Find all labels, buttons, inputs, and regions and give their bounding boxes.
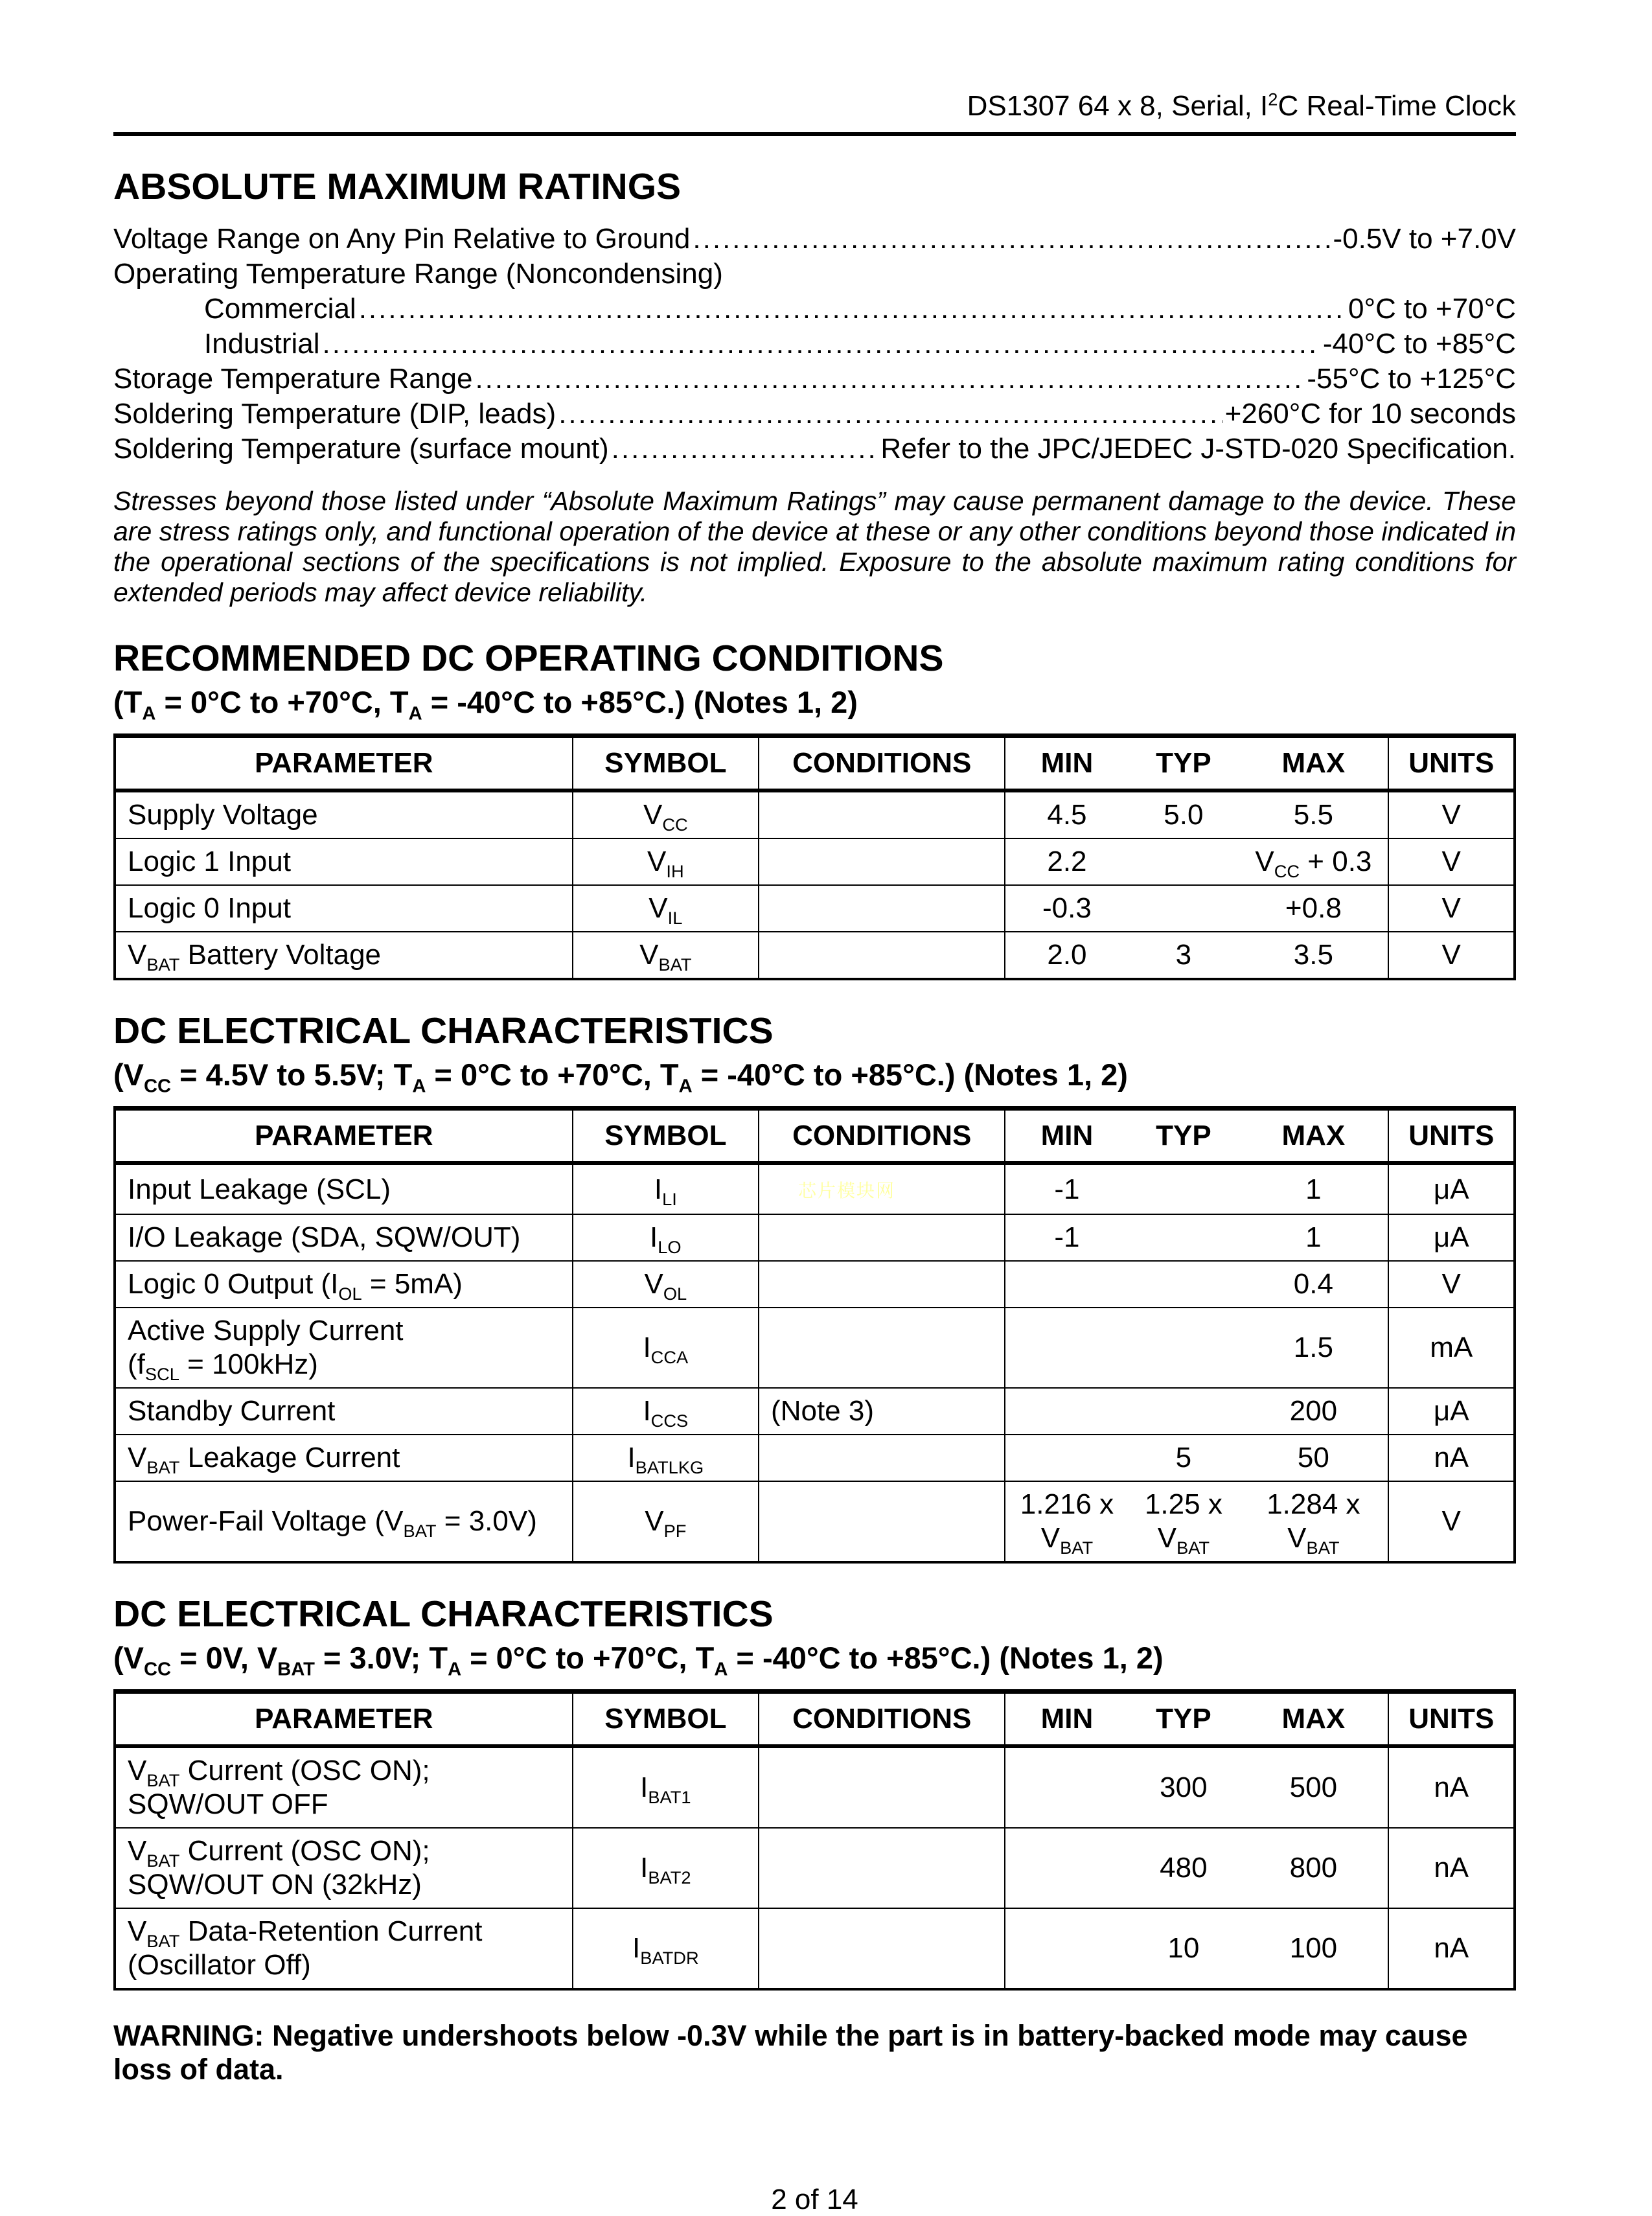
cell-cond xyxy=(759,1163,1005,1214)
cell-symbol: $I_{BATLKG}$ xyxy=(573,1435,759,1481)
spec-label: Soldering Temperature (DIP, leads) xyxy=(113,398,556,430)
cell-units: V xyxy=(1388,791,1515,838)
cell-cond xyxy=(759,1261,1005,1308)
cell-min xyxy=(1005,1746,1128,1828)
col-header-units: UNITS xyxy=(1388,736,1515,791)
spec-label: Voltage Range on Any Pin Relative to Ground xyxy=(113,223,691,255)
dc-electrical-characteristics-2-title: DC ELECTRICAL CHARACTERISTICS xyxy=(113,1593,774,1635)
cell-param: $V_{BAT}$ Battery Voltage xyxy=(115,932,573,979)
cell-typ xyxy=(1129,1388,1239,1435)
doc-header-title: DS1307 64 x 8, Serial, $I^2C$ Real-Time Clock xyxy=(967,89,1516,122)
table-row xyxy=(115,1828,1515,1908)
cell-min xyxy=(1005,1261,1128,1308)
recommended-dc-operating-conditions-title: RECOMMENDED DC OPERATING CONDITIONS xyxy=(113,638,944,679)
header-rule xyxy=(113,132,1516,136)
recommended-dc-operating-conditions-table xyxy=(113,733,1516,980)
cell-cond xyxy=(759,885,1005,932)
cell-param: Input Leakage (SCL) xyxy=(115,1163,573,1214)
table-row xyxy=(115,885,1515,932)
table-row xyxy=(115,932,1515,979)
cell-min: -0.3 xyxy=(1005,885,1128,932)
col-header-typ: TYP xyxy=(1129,1109,1239,1164)
cell-units: nA xyxy=(1388,1746,1515,1828)
cell-max: 3.5 xyxy=(1239,932,1388,979)
cell-symbol: $V_{BAT}$ xyxy=(573,932,759,979)
cell-units: V xyxy=(1388,1481,1515,1562)
recommended-dc-operating-conditions-subtitle: ($T_A = 0^\circ C$ to +70°C, $T_A = -40^\circ C$ to +85°C.) (Notes 1, 2) xyxy=(113,685,858,724)
dot-leader xyxy=(323,327,1320,362)
cell-typ: 5 xyxy=(1129,1435,1239,1481)
cell-min: 2.0 xyxy=(1005,932,1128,979)
cell-typ xyxy=(1129,1163,1239,1214)
table-row xyxy=(115,1388,1515,1435)
cell-cond xyxy=(759,1481,1005,1562)
cell-param: Supply Voltage xyxy=(115,791,573,838)
cell-symbol: $I_{BAT2}$ xyxy=(573,1828,759,1908)
dc-electrical-characteristics-table-2 xyxy=(113,1689,1516,1991)
cell-typ: 1.25 x $V_{BAT}$ xyxy=(1129,1481,1239,1562)
col-header-conditions: CONDITIONS xyxy=(759,1109,1005,1164)
absolute-maximum-ratings-list xyxy=(113,222,1516,467)
cell-units: V xyxy=(1388,1261,1515,1308)
col-header-conditions: CONDITIONS xyxy=(759,1692,1005,1747)
spec-line xyxy=(113,327,1516,362)
cell-cond xyxy=(759,1214,1005,1261)
cell-min: 2.2 xyxy=(1005,838,1128,885)
table-row xyxy=(115,1163,1515,1214)
spec-line xyxy=(113,397,1516,432)
cell-symbol: $I_{CCS}$ xyxy=(573,1388,759,1435)
cell-cond xyxy=(759,1828,1005,1908)
cell-symbol: $I_{LO}$ xyxy=(573,1214,759,1261)
col-header-max: MAX xyxy=(1239,736,1388,791)
table-row xyxy=(115,1746,1515,1828)
cell-max: 1 xyxy=(1239,1214,1388,1261)
cell-symbol: $V_{PF}$ xyxy=(573,1481,759,1562)
table-row xyxy=(115,1481,1515,1562)
warning-text: WARNING: Negative undershoots below -0.3V while the part is in battery-backed mode may cause loss of data. xyxy=(113,2019,1468,2086)
cell-max: 800 xyxy=(1239,1828,1388,1908)
cell-min xyxy=(1005,1388,1128,1435)
cell-units: V xyxy=(1388,932,1515,979)
spec-line xyxy=(113,292,1516,327)
cell-cond xyxy=(759,1308,1005,1388)
cell-param: $V_{BAT}$ Data-Retention Current (Oscillator Off) xyxy=(115,1908,573,1989)
col-header-parameter: PARAMETER xyxy=(115,1692,573,1747)
cell-param: $V_{BAT}$ Current (OSC ON); SQW/OUT OFF xyxy=(115,1746,573,1828)
col-header-units: UNITS xyxy=(1388,1109,1515,1164)
spec-value: +260°C for 10 seconds xyxy=(1224,398,1516,430)
dc-electrical-characteristics-table-1 xyxy=(113,1106,1516,1564)
absolute-maximum-ratings-title: ABSOLUTE MAXIMUM RATINGS xyxy=(113,166,682,207)
spec-line xyxy=(113,222,1516,257)
spec-label: Industrial xyxy=(204,328,320,360)
cell-max: 5.5 xyxy=(1239,791,1388,838)
table-row xyxy=(115,1435,1515,1481)
cell-typ xyxy=(1129,1214,1239,1261)
col-header-typ: TYP xyxy=(1129,736,1239,791)
cell-max: 1 xyxy=(1239,1163,1388,1214)
cell-typ xyxy=(1129,885,1239,932)
col-header-symbol: SYMBOL xyxy=(573,1109,759,1164)
cell-typ xyxy=(1129,1261,1239,1308)
cell-units: μA xyxy=(1388,1163,1515,1214)
cell-max: 1.5 xyxy=(1239,1308,1388,1388)
cell-param: Logic 0 Input xyxy=(115,885,573,932)
col-header-typ: TYP xyxy=(1129,1692,1239,1747)
spec-label: Storage Temperature Range xyxy=(113,363,473,395)
spec-value: -0.5V to +7.0V xyxy=(1333,223,1516,255)
cell-param: Logic 1 Input xyxy=(115,838,573,885)
cell-cond xyxy=(759,1746,1005,1828)
cell-typ xyxy=(1129,838,1239,885)
col-header-units: UNITS xyxy=(1388,1692,1515,1747)
cell-symbol: $V_{IL}$ xyxy=(573,885,759,932)
col-header-parameter: PARAMETER xyxy=(115,1109,573,1164)
cell-max: 500 xyxy=(1239,1746,1388,1828)
cell-min: -1 xyxy=(1005,1163,1128,1214)
spec-value: -40°C to +85°C xyxy=(1322,328,1516,360)
cell-min: 4.5 xyxy=(1005,791,1128,838)
cell-param: $V_{BAT}$ Current (OSC ON); SQW/OUT ON (32kHz) xyxy=(115,1828,573,1908)
col-header-symbol: SYMBOL xyxy=(573,1692,759,1747)
cell-max: 100 xyxy=(1239,1908,1388,1989)
spec-value: 0°C to +70°C xyxy=(1348,293,1516,325)
cell-symbol: $V_{IH}$ xyxy=(573,838,759,885)
cell-typ xyxy=(1129,1308,1239,1388)
cell-symbol: $V_{OL}$ xyxy=(573,1261,759,1308)
col-header-max: MAX xyxy=(1239,1692,1388,1747)
page-number: 2 of 14 xyxy=(771,2184,858,2215)
col-header-conditions: CONDITIONS xyxy=(759,736,1005,791)
cell-typ: 5.0 xyxy=(1129,791,1239,838)
spec-label: Commercial xyxy=(204,293,356,325)
table-header-row xyxy=(115,1692,1515,1747)
table-row xyxy=(115,1908,1515,1989)
dc-electrical-characteristics-2-subtitle: ($V_{CC} = 0V$, $V_{BAT} = 3.0V$; $T_A = 0^\circ C$ to +70°C, $T_A = -40^\circ C$ to +85°C.) (Notes 1, 2) xyxy=(113,1641,1164,1680)
cell-typ: 300 xyxy=(1129,1746,1239,1828)
cell-typ: 480 xyxy=(1129,1828,1239,1908)
dot-leader xyxy=(475,362,1304,397)
table-row xyxy=(115,1214,1515,1261)
cell-max: $V_{CC} + 0.3$ xyxy=(1239,838,1388,885)
cell-param: Standby Current xyxy=(115,1388,573,1435)
dot-leader xyxy=(693,222,1330,257)
cell-units: μA xyxy=(1388,1388,1515,1435)
spec-label: Soldering Temperature (surface mount) xyxy=(113,433,609,465)
spec-line xyxy=(113,257,1516,292)
cell-units: V xyxy=(1388,838,1515,885)
dot-leader xyxy=(558,397,1222,432)
table-row xyxy=(115,1261,1515,1308)
cell-units: V xyxy=(1388,885,1515,932)
table-header-row xyxy=(115,1109,1515,1164)
col-header-min: MIN xyxy=(1005,736,1128,791)
cell-min: -1 xyxy=(1005,1214,1128,1261)
cell-units: μA xyxy=(1388,1214,1515,1261)
col-header-min: MIN xyxy=(1005,1692,1128,1747)
spec-label: Operating Temperature Range (Noncondensing) xyxy=(113,258,723,290)
cell-param: $V_{BAT}$ Leakage Current xyxy=(115,1435,573,1481)
cell-cond xyxy=(759,838,1005,885)
cell-min xyxy=(1005,1908,1128,1989)
cell-typ: 10 xyxy=(1129,1908,1239,1989)
cell-min: 1.216 x $V_{BAT}$ xyxy=(1005,1481,1128,1562)
cell-cond: (Note 3) xyxy=(759,1388,1005,1435)
cell-symbol: $V_{CC}$ xyxy=(573,791,759,838)
cell-typ: 3 xyxy=(1129,932,1239,979)
table-header-row xyxy=(115,736,1515,791)
cell-max: 1.284 x $V_{BAT}$ xyxy=(1239,1481,1388,1562)
col-header-symbol: SYMBOL xyxy=(573,736,759,791)
cell-units: nA xyxy=(1388,1908,1515,1989)
cell-units: mA xyxy=(1388,1308,1515,1388)
col-header-parameter: PARAMETER xyxy=(115,736,573,791)
dc-electrical-characteristics-1-subtitle: ($V_{CC} = 4.5V$ to 5.5V; $T_A = 0^\circ C$ to +70°C, $T_A = -40^\circ C$ to +85°C.) (Notes 1, 2) xyxy=(113,1057,1128,1097)
cell-cond xyxy=(759,1908,1005,1989)
cell-param: Power-Fail Voltage $(V_{BAT} = 3.0V)$ xyxy=(115,1481,573,1562)
cell-min xyxy=(1005,1308,1128,1388)
dot-leader xyxy=(612,432,878,467)
cell-cond xyxy=(759,791,1005,838)
cell-symbol: $I_{BATDR}$ xyxy=(573,1908,759,1989)
cell-symbol: $I_{CCA}$ xyxy=(573,1308,759,1388)
spec-line xyxy=(113,362,1516,397)
table-row xyxy=(115,838,1515,885)
spec-value: -55°C to +125°C xyxy=(1307,363,1516,395)
cell-units: nA xyxy=(1388,1828,1515,1908)
cell-cond xyxy=(759,932,1005,979)
col-header-min: MIN xyxy=(1005,1109,1128,1164)
spec-line xyxy=(113,432,1516,467)
cell-cond xyxy=(759,1435,1005,1481)
cell-symbol: $I_{BAT1}$ xyxy=(573,1746,759,1828)
cell-symbol: $I_{LI}$ xyxy=(573,1163,759,1214)
dot-leader xyxy=(359,292,1346,327)
cell-max: +0.8 xyxy=(1239,885,1388,932)
table-row xyxy=(115,791,1515,838)
cell-max: 0.4 xyxy=(1239,1261,1388,1308)
cell-units: nA xyxy=(1388,1435,1515,1481)
cell-param: Active Supply Current $(f_{SCL} = 100kHz)$ xyxy=(115,1308,573,1388)
stress-ratings-note: Stresses beyond those listed under “Absolute Maximum Ratings” may cause permanent damage to the device. These are stress ratings only, and functional operation of the device at these or any other conditions beyond those indicated in the operational sections of the specifications is not implied. Exposure to the absolute maximum rating conditions for extended periods may affect device reliability. xyxy=(113,486,1516,607)
cell-max: 200 xyxy=(1239,1388,1388,1435)
cell-max: 50 xyxy=(1239,1435,1388,1481)
col-header-max: MAX xyxy=(1239,1109,1388,1164)
cell-min xyxy=(1005,1435,1128,1481)
watermark-text: 芯片模块网 xyxy=(798,1181,896,1201)
cell-param: Logic 0 Output $(I_{OL} = 5mA)$ xyxy=(115,1261,573,1308)
cell-param: I/O Leakage (SDA, SQW/OUT) xyxy=(115,1214,573,1261)
table-row xyxy=(115,1308,1515,1388)
dc-electrical-characteristics-1-title: DC ELECTRICAL CHARACTERISTICS xyxy=(113,1010,774,1052)
spec-value: Refer to the JPC/JEDEC J-STD-020 Specification. xyxy=(880,433,1516,465)
cell-min xyxy=(1005,1828,1128,1908)
